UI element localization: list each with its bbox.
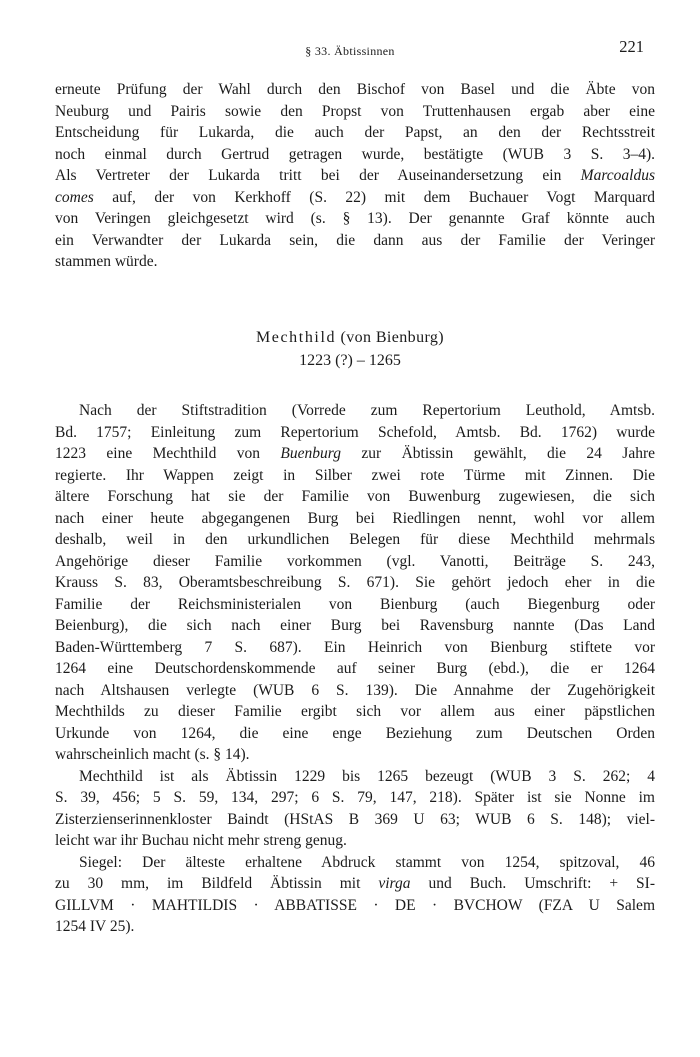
text-segment: von Veringen gleichgesetzt wird (s. § 13). Der genannte Graf könnte auch: [55, 210, 655, 227]
page-number: 221: [619, 37, 644, 56]
text-line: [55, 551, 655, 573]
text-segment: nach einer heute abgegangenen Burg bei Riedlingen nennt, wohl vor allem: [55, 509, 655, 527]
text-line: [55, 895, 655, 917]
text-segment: Bd. 1757; Einleitung zum Repertorium Schefold, Amtsb. Bd. 1762) wurde: [55, 423, 655, 441]
text-segment: leicht war ihr Buchau nicht mehr streng genug.: [55, 832, 347, 849]
text-segment: 1264 eine Deutschordenskommende auf seiner Burg (ebd.), die er 1264: [55, 660, 655, 677]
text-line: [55, 594, 655, 616]
text-line: [55, 809, 655, 831]
text-line: [55, 187, 655, 209]
text-line: [55, 251, 655, 273]
text-line: [55, 873, 655, 895]
text-line: [55, 830, 655, 852]
text-segment: nach Altshausen verlegte (WUB 6 S. 139). Die Annahme der Zugehörigkeit: [55, 681, 655, 699]
text-line: [55, 508, 655, 530]
text-segment: GILLVM · MAHTILDIS · ABBATISSE · DE · BVCHOW (FZA U Salem: [55, 896, 655, 914]
italic-text: virga: [378, 875, 411, 892]
text-segment: zu 30 mm, im Bildfeld Äbtissin mit: [55, 875, 379, 892]
text-line: [55, 572, 655, 594]
text-segment: zur Äbtissin gewählt, die 24 Jahre: [340, 445, 655, 462]
text-line: [55, 637, 655, 659]
text-line: [55, 230, 655, 252]
text-line: [55, 701, 655, 723]
text-segment: Neuburg und Pairis sowie den Propst von Truttenhausen ergab aber eine: [55, 102, 655, 120]
text-segment: Mechthild ist als Äbtissin 1229 bis 1265 bezeugt (WUB 3 S. 262; 4: [79, 767, 655, 785]
text-segment: Urkunde von 1264, die eine enge Beziehung zum Deutschen Orden: [55, 724, 655, 742]
text-segment: wahrscheinlich macht (s. § 14).: [55, 746, 250, 763]
text-segment: Siegel: Der älteste erhaltene Abdruck stammt von 1254, spitzoval, 46: [79, 853, 655, 871]
text-segment: Angehörige dieser Familie vorkommen (vgl. Vanotti, Beiträge S. 243,: [55, 552, 655, 570]
entry-heading-dates: 1223 (?) – 1265: [299, 352, 401, 369]
text-segment: Familie der Reichsministerialen von Bienburg (auch Biegenburg oder: [55, 595, 655, 613]
text-segment: Beienburg), die sich nach einer Burg bei Ravensburg nannte (Das Land: [55, 617, 655, 634]
text-line: [55, 852, 655, 874]
text-line: [55, 465, 655, 487]
text-segment: 1223 eine Mechthild von: [55, 445, 281, 462]
text-segment: regierte. Ihr Wappen zeigt in Silber zwei rote Türme mit Zinnen. Die: [55, 466, 655, 484]
running-head: [0, 37, 700, 61]
text-line: [55, 443, 655, 465]
entry-name: Mechthild: [255, 329, 337, 346]
text-segment: Als Vertreter der Lukarda tritt bei der Auseinandersetzung ein: [55, 167, 581, 184]
text-segment: ältere Forschung hat sie der Familie von Buwenburg zugewiesen, die sich: [55, 488, 655, 505]
text-segment: Krauss S. 83, Oberamtsbeschreibung S. 671). Sie gehört jedoch eher in die: [55, 574, 655, 591]
text-segment: Mechthilds zu dieser Familie ergibt sich vor allem aus einer päpstlichen: [55, 703, 655, 720]
text-line: [55, 144, 655, 166]
text-segment: deshalb, weil in den urkundlichen Belegen für diese Mechthild mehrmals: [55, 531, 655, 548]
entry-heading-name: [0, 329, 700, 347]
running-head-title: § 33. Äbtissinnen: [305, 44, 395, 58]
text-line: [55, 400, 655, 422]
entry-body-mechthild: [55, 400, 655, 938]
text-line: [55, 615, 655, 637]
text-line: [55, 101, 655, 123]
text-segment: Baden-Württemberg 7 S. 687). Ein Heinrich von Bienburg stiftete vor: [55, 638, 655, 656]
text-segment: erneute Prüfung der Wahl durch den Bischof von Basel und die Äbte von: [55, 81, 655, 98]
text-segment: 1254 IV 25).: [55, 918, 135, 935]
text-line: [55, 744, 655, 766]
text-segment: noch einmal durch Gertrud getragen wurde, bestätigte (WUB 3 S. 3–4).: [55, 145, 655, 163]
text-line: [55, 723, 655, 745]
text-line: [55, 787, 655, 809]
text-segment: Nach der Stiftstradition (Vorrede zum Repertorium Leuthold, Amtsb.: [79, 402, 655, 419]
entry-name-family: (von Bienburg): [336, 329, 445, 346]
text-segment: ein Verwandter der Lukarda sein, die dann aus der Familie der Veringer: [55, 231, 655, 249]
italic-text: comes: [55, 188, 94, 206]
text-segment: S. 39, 456; 5 S. 59, 134, 297; 6 S. 79, 147, 218). Später ist sie Nonne im: [55, 789, 655, 806]
text-segment: Entscheidung für Lukarda, die auch der Papst, an den der Rechtsstreit: [55, 124, 655, 141]
text-segment: Zisterzienserinnenkloster Baindt (HStAS B 369 U 63; WUB 6 S. 148); viel-: [55, 810, 655, 828]
text-line: [55, 122, 655, 144]
italic-text: Marcoaldus: [580, 167, 655, 184]
paragraph-lukarda-continuation: [55, 79, 655, 273]
text-segment: auf, der von Kerkhoff (S. 22) mit dem Buchauer Vogt Marquard: [93, 188, 655, 206]
text-line: [55, 916, 655, 938]
italic-text: Buenburg: [280, 445, 341, 462]
text-line: [55, 208, 655, 230]
text-line: [55, 529, 655, 551]
text-line: [55, 79, 655, 101]
text-line: [55, 766, 655, 788]
text-segment: stammen würde.: [55, 253, 158, 270]
text-line: [55, 486, 655, 508]
text-line: [55, 422, 655, 444]
text-segment: und Buch. Umschrift: + SI-: [410, 875, 656, 892]
text-line: [55, 165, 655, 187]
text-line: [55, 680, 655, 702]
text-line: [55, 658, 655, 680]
